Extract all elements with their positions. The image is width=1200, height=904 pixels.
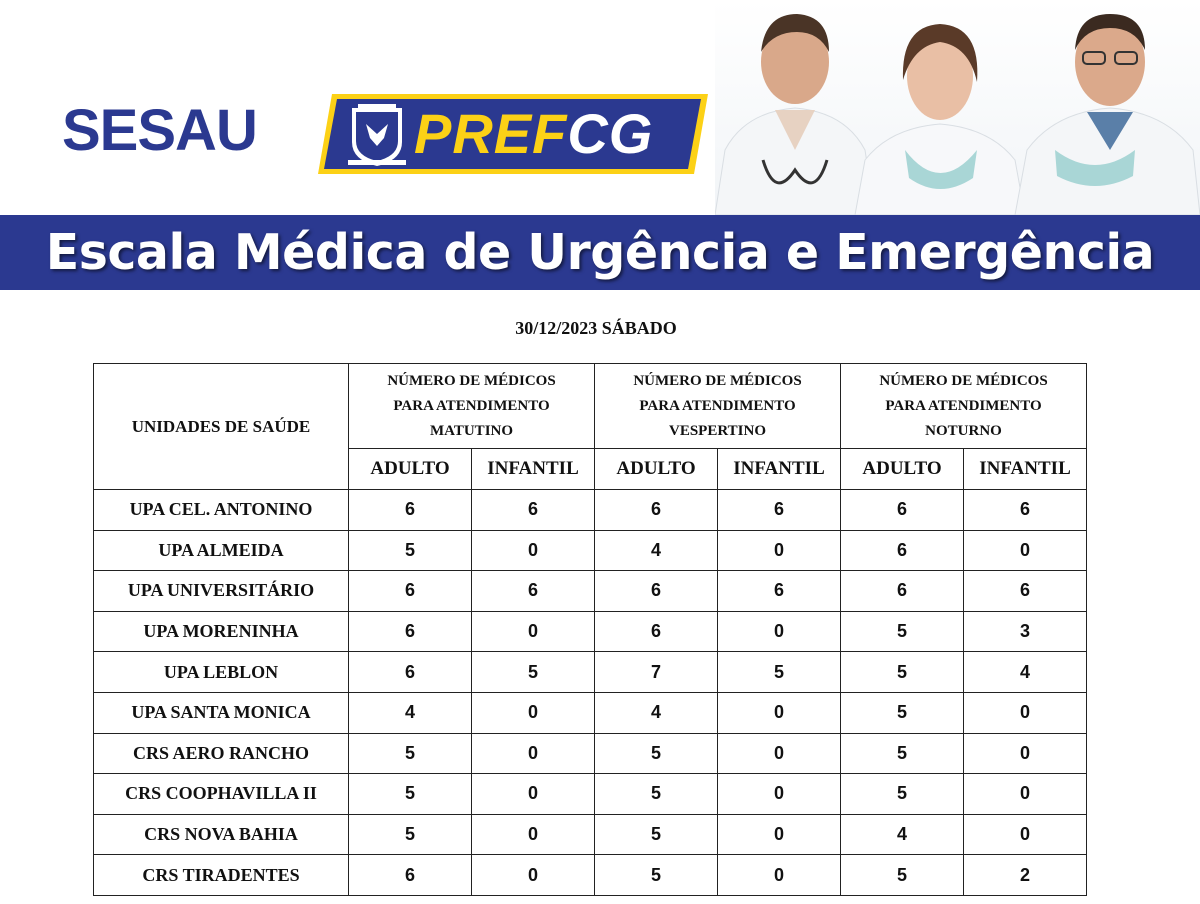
unit-name-cell: UPA SANTA MONICA xyxy=(94,692,349,733)
doctor-count-cell: 4 xyxy=(964,652,1087,693)
doctor-count-cell: 5 xyxy=(595,774,718,815)
unit-name-cell: CRS AERO RANCHO xyxy=(94,733,349,774)
prefcg-logo xyxy=(318,94,708,174)
table-row xyxy=(94,774,1087,815)
table-row xyxy=(94,652,1087,693)
doctor-count-cell: 6 xyxy=(349,571,472,612)
unit-name-cell: UPA UNIVERSITÁRIO xyxy=(94,571,349,612)
doctor-count-cell: 4 xyxy=(595,530,718,571)
group-header-noturno: NÚMERO DE MÉDICOS PARA ATENDIMENTO NOTURNO xyxy=(841,364,1087,449)
banner-title: Escala Médica de Urgência e Emergência xyxy=(45,224,1155,281)
doctor-count-cell: 5 xyxy=(595,733,718,774)
doctor-count-cell: 0 xyxy=(718,774,841,815)
group-header-matutino: NÚMERO DE MÉDICOS PARA ATENDIMENTO MATUTINO xyxy=(349,364,595,449)
doctor-count-cell: 0 xyxy=(964,733,1087,774)
unit-name-cell: UPA ALMEIDA xyxy=(94,530,349,571)
doctor-count-cell: 5 xyxy=(841,855,964,896)
doctor-count-cell: 5 xyxy=(718,652,841,693)
doctor-count-cell: 6 xyxy=(472,490,595,531)
doctor-count-cell: 0 xyxy=(718,855,841,896)
doctor-count-cell: 0 xyxy=(964,530,1087,571)
doctor-count-cell: 5 xyxy=(841,733,964,774)
doctor-count-cell: 2 xyxy=(964,855,1087,896)
doctor-count-cell: 0 xyxy=(718,814,841,855)
doctor-count-cell: 0 xyxy=(964,814,1087,855)
doctor-count-cell: 5 xyxy=(349,774,472,815)
table-row xyxy=(94,571,1087,612)
doctor-count-cell: 0 xyxy=(472,530,595,571)
doctor-count-cell: 5 xyxy=(841,774,964,815)
doctor-count-cell: 0 xyxy=(472,692,595,733)
table-row xyxy=(94,490,1087,531)
unit-name-cell: CRS NOVA BAHIA xyxy=(94,814,349,855)
unit-name-cell: CRS TIRADENTES xyxy=(94,855,349,896)
doctor-count-cell: 0 xyxy=(964,774,1087,815)
subheader-infantil: INFANTIL xyxy=(472,449,595,490)
doctor-count-cell: 6 xyxy=(349,652,472,693)
units-header: UNIDADES DE SAÚDE xyxy=(94,364,349,490)
doctor-count-cell: 3 xyxy=(964,611,1087,652)
doctor-count-cell: 4 xyxy=(595,692,718,733)
doctor-count-cell: 6 xyxy=(718,571,841,612)
unit-name-cell: UPA CEL. ANTONINO xyxy=(94,490,349,531)
table-row xyxy=(94,692,1087,733)
doctor-count-cell: 5 xyxy=(595,855,718,896)
doctor-count-cell: 5 xyxy=(472,652,595,693)
doctor-count-cell: 0 xyxy=(472,814,595,855)
doctor-count-cell: 5 xyxy=(349,814,472,855)
doctor-count-cell: 0 xyxy=(718,692,841,733)
doctor-count-cell: 0 xyxy=(472,611,595,652)
doctor-count-cell: 0 xyxy=(472,733,595,774)
doctor-count-cell: 6 xyxy=(841,530,964,571)
table-row xyxy=(94,530,1087,571)
doctor-count-cell: 5 xyxy=(349,733,472,774)
prefcg-wordmark: PREFCG xyxy=(414,102,654,165)
doctor-count-cell: 0 xyxy=(718,733,841,774)
unit-name-cell: UPA MORENINHA xyxy=(94,611,349,652)
doctor-count-cell: 5 xyxy=(841,652,964,693)
subheader-infantil: INFANTIL xyxy=(964,449,1087,490)
subheader-adulto: ADULTO xyxy=(349,449,472,490)
doctor-count-cell: 6 xyxy=(964,571,1087,612)
table-row xyxy=(94,855,1087,896)
table-row xyxy=(94,611,1087,652)
doctor-count-cell: 5 xyxy=(595,814,718,855)
subheader-adulto: ADULTO xyxy=(841,449,964,490)
table-body xyxy=(94,490,1087,896)
doctor-count-cell: 0 xyxy=(718,530,841,571)
doctor-count-cell: 6 xyxy=(841,571,964,612)
doctor-count-cell: 6 xyxy=(349,490,472,531)
schedule-date: 30/12/2023 SÁBADO xyxy=(515,318,677,338)
doctors-photo xyxy=(715,0,1200,215)
doctor-count-cell: 6 xyxy=(472,571,595,612)
header xyxy=(0,0,1200,215)
doctor-count-cell: 5 xyxy=(841,611,964,652)
doctor-count-cell: 0 xyxy=(472,855,595,896)
schedule-table xyxy=(93,363,1087,896)
unit-name-cell: UPA LEBLON xyxy=(94,652,349,693)
doctor-count-cell: 4 xyxy=(841,814,964,855)
title-banner xyxy=(0,215,1200,290)
doctor-count-cell: 6 xyxy=(349,855,472,896)
doctor-count-cell: 4 xyxy=(349,692,472,733)
doctor-count-cell: 5 xyxy=(841,692,964,733)
doctor-count-cell: 6 xyxy=(718,490,841,531)
doctor-count-cell: 0 xyxy=(472,774,595,815)
doctor-count-cell: 0 xyxy=(718,611,841,652)
doctor-count-cell: 7 xyxy=(595,652,718,693)
table-row xyxy=(94,733,1087,774)
subheader-adulto: ADULTO xyxy=(595,449,718,490)
unit-name-cell: CRS COOPHAVILLA II xyxy=(94,774,349,815)
subheader-infantil: INFANTIL xyxy=(718,449,841,490)
doctor-count-cell: 6 xyxy=(595,611,718,652)
doctor-count-cell: 6 xyxy=(841,490,964,531)
doctor-count-cell: 6 xyxy=(964,490,1087,531)
doctor-count-cell: 0 xyxy=(964,692,1087,733)
table-row xyxy=(94,814,1087,855)
doctor-count-cell: 6 xyxy=(349,611,472,652)
doctor-count-cell: 6 xyxy=(595,490,718,531)
sesau-logo: SESAU xyxy=(62,98,257,163)
doctor-count-cell: 6 xyxy=(595,571,718,612)
group-header-vespertino: NÚMERO DE MÉDICOS PARA ATENDIMENTO VESPERTINO xyxy=(595,364,841,449)
doctor-count-cell: 5 xyxy=(349,530,472,571)
